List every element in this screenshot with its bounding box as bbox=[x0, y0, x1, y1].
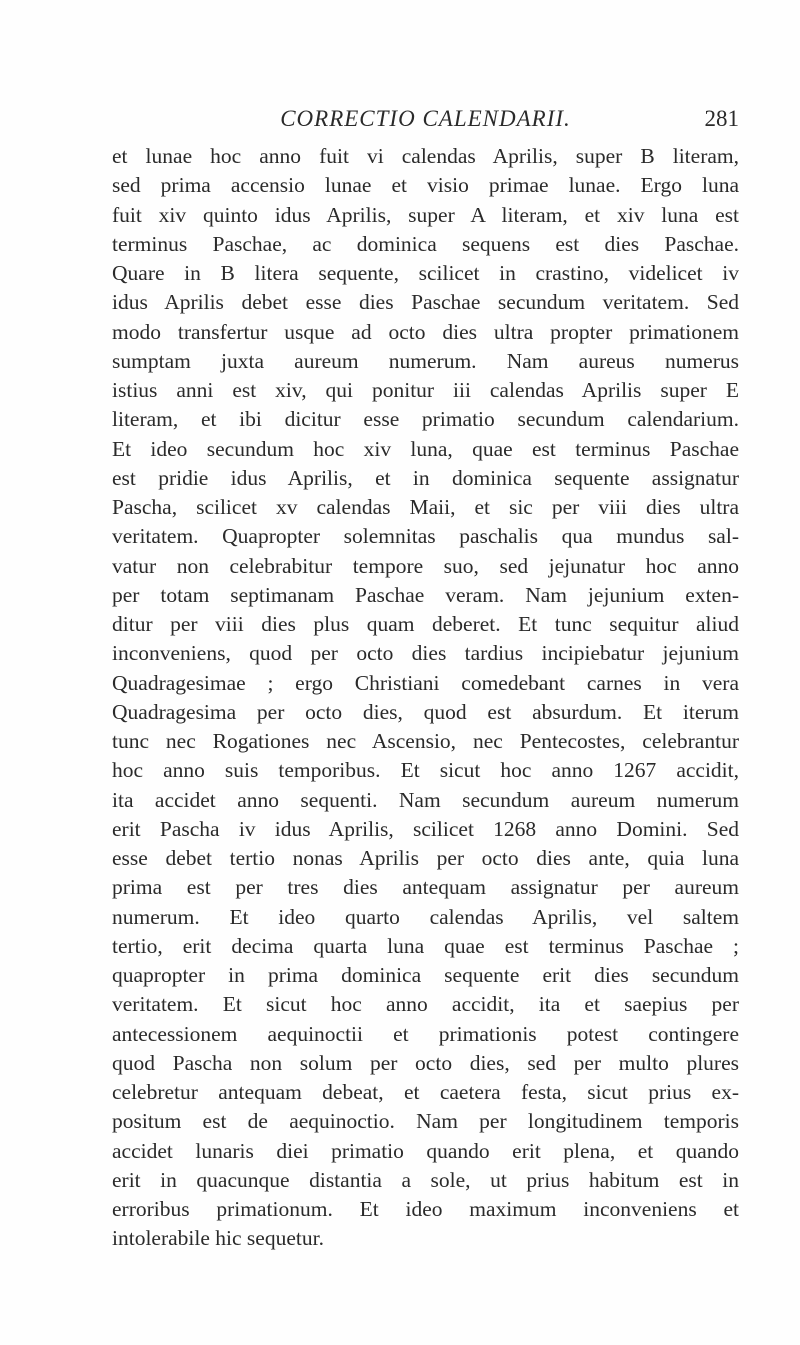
text-line: per totam septimanam Paschae veram. Nam jejunium exten- bbox=[112, 582, 739, 607]
running-head bbox=[112, 104, 739, 144]
text-line: positum est de aequinoctio. Nam per longitudinem temporis bbox=[112, 1109, 739, 1134]
running-title: CORRECTIO CALENDARII. bbox=[280, 106, 571, 131]
text-line: quapropter in prima dominica sequente erit dies secundum bbox=[112, 963, 739, 987]
text-line: numerum. Et ideo quarto calendas Aprilis, vel saltem bbox=[112, 904, 739, 929]
page-number: 281 bbox=[704, 106, 739, 131]
text-line: esse debet tertio nonas Aprilis per octo dies ante, quia luna bbox=[112, 846, 739, 870]
text-line: istius anni est xiv, qui ponitur iii calendas Aprilis super E bbox=[112, 378, 739, 402]
text-line: ita accidet anno sequenti. Nam secundum aureum numerum bbox=[112, 787, 739, 812]
text-line: et lunae hoc anno fuit vi calendas Aprilis, super B literam, bbox=[112, 144, 739, 168]
text-line: est pridie idus Aprilis, et in dominica sequente assignatur bbox=[112, 465, 739, 490]
text-line: vatur non celebrabitur tempore suo, sed jejunatur hoc anno bbox=[112, 553, 739, 578]
text-line: terminus Paschae, ac dominica sequens est dies Paschae. bbox=[112, 231, 739, 256]
text-line: Quadragesimae ; ergo Christiani comedebant carnes in vera bbox=[112, 670, 739, 695]
text-line: veritatem. Et sicut hoc anno accidit, ita et saepius per bbox=[112, 992, 739, 1017]
text-line: erroribus primationum. Et ideo maximum inconveniens et bbox=[112, 1197, 739, 1221]
text-line: Et ideo secundum hoc xiv luna, quae est terminus Paschae bbox=[112, 436, 739, 461]
text-line: erit Pascha iv idus Aprilis, scilicet 1268 anno Domini. Sed bbox=[112, 816, 739, 841]
text-line: tunc nec Rogationes nec Ascensio, nec Pentecostes, celebrantur bbox=[112, 729, 739, 753]
text-line: Quare in B litera sequente, scilicet in crastino, videlicet iv bbox=[112, 261, 739, 285]
text-line: sed prima accensio lunae et visio primae lunae. Ergo luna bbox=[112, 173, 739, 198]
text-line: modo transfertur usque ad octo dies ultra propter primationem bbox=[112, 319, 739, 344]
text-line: hoc anno suis temporibus. Et sicut hoc anno 1267 accidit, bbox=[112, 758, 739, 783]
body-text bbox=[112, 142, 739, 1254]
text-line: intolerabile hic sequetur. bbox=[112, 1226, 324, 1251]
text-line: fuit xiv quinto idus Aprilis, super A literam, et xiv luna est bbox=[112, 202, 739, 227]
text-line: inconveniens, quod per octo dies tardius incipiebatur jejunium bbox=[112, 641, 739, 666]
text-line: Pascha, scilicet xv calendas Maii, et sic per viii dies ultra bbox=[112, 495, 739, 519]
text-line: literam, et ibi dicitur esse primatio secundum calendarium. bbox=[112, 407, 739, 432]
text-line: prima est per tres dies antequam assignatur per aureum bbox=[112, 875, 739, 900]
text-line: veritatem. Quapropter solemnitas paschalis qua mundus sal- bbox=[112, 524, 739, 549]
text-line: quod Pascha non solum per octo dies, sed per multo plures bbox=[112, 1050, 739, 1075]
text-line: celebretur antequam debeat, et caetera festa, sicut prius ex- bbox=[112, 1080, 739, 1104]
text-line: accidet lunaris diei primatio quando erit plena, et quando bbox=[112, 1138, 739, 1163]
text-line: Quadragesima per octo dies, quod est absurdum. Et iterum bbox=[112, 699, 739, 724]
text-line: erit in quacunque distantia a sole, ut prius habitum est in bbox=[112, 1167, 739, 1192]
text-line: antecessionem aequinoctii et primationis potest contingere bbox=[112, 1021, 739, 1046]
text-line: sumptam juxta aureum numerum. Nam aureus numerus bbox=[112, 348, 739, 373]
text-line: tertio, erit decima quarta luna quae est terminus Paschae ; bbox=[112, 933, 739, 958]
text-line: ditur per viii dies plus quam deberet. Et tunc sequitur aliud bbox=[112, 612, 739, 636]
text-line: idus Aprilis debet esse dies Paschae secundum veritatem. Sed bbox=[112, 290, 739, 315]
